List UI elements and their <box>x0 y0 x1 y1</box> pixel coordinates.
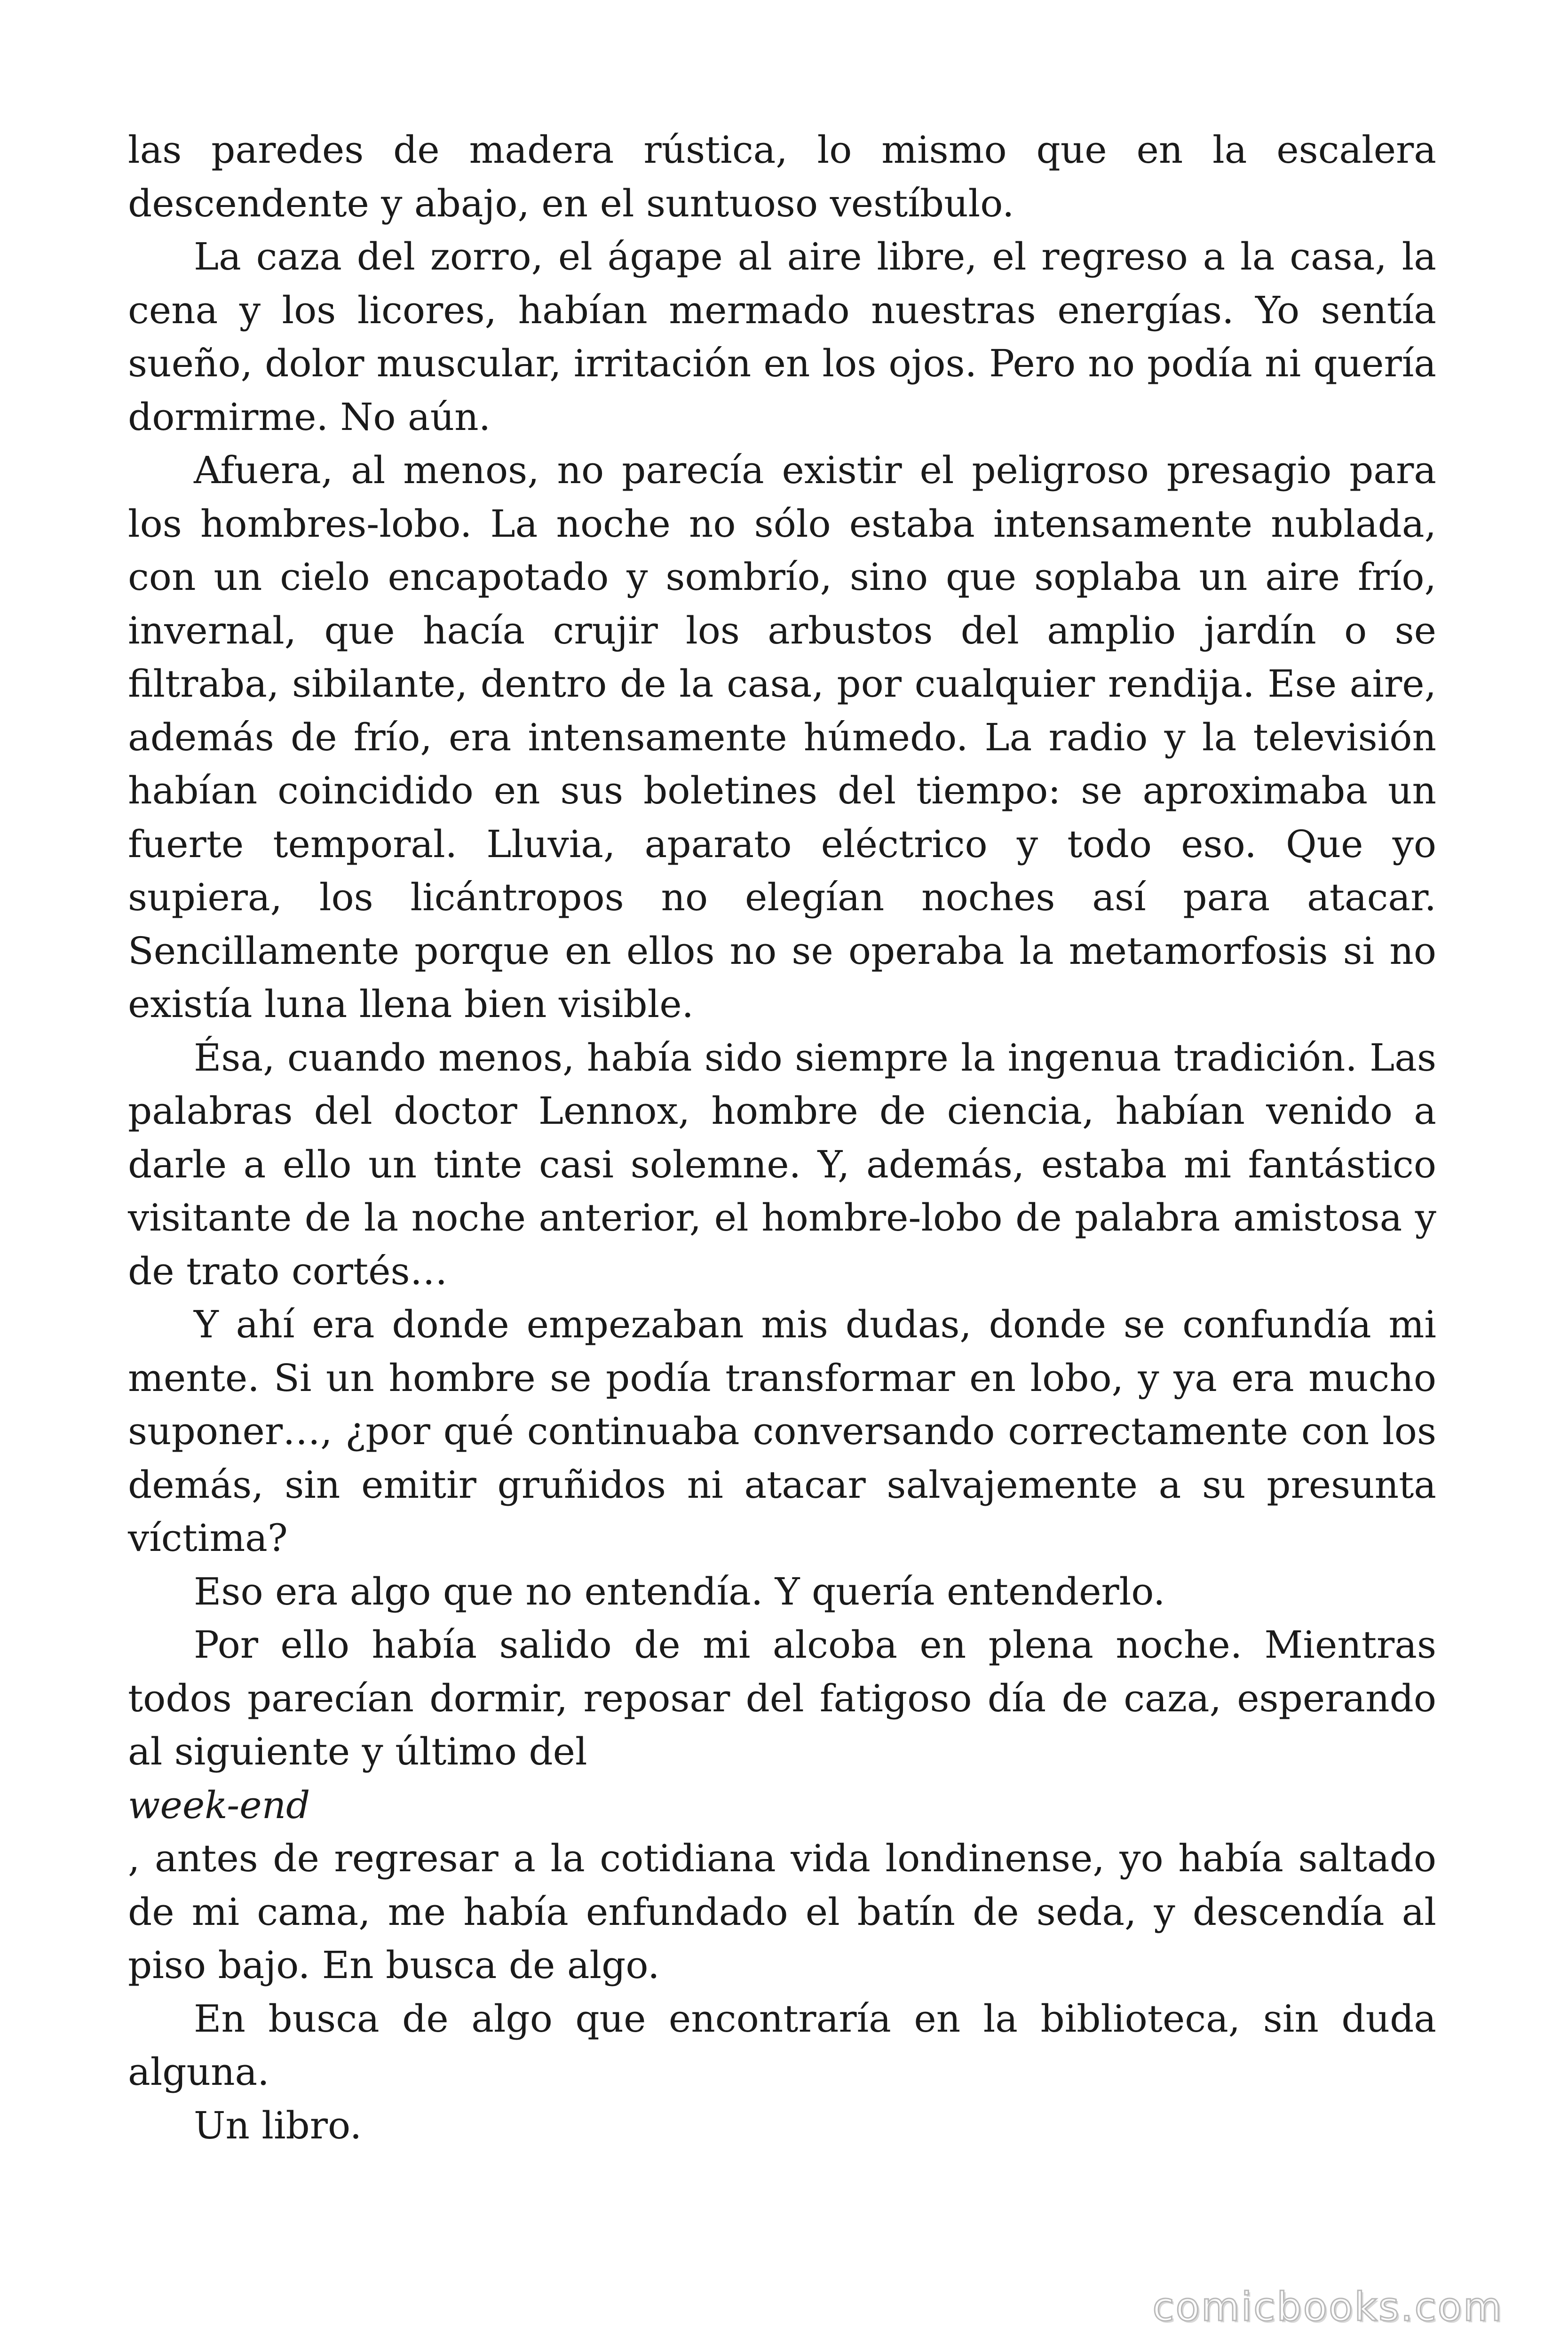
paragraph-9: En busca de algo que encontraría en la biblioteca, sin duda alguna. <box>128 1996 1436 2094</box>
paragraph-10: Un libro. <box>194 2103 362 2147</box>
paragraph-6: Eso era algo que no entendía. Y quería entenderlo. <box>194 1569 1165 1613</box>
paragraph-3: Afuera, al menos, no parecía existir el peligroso presagio para los hombres-lobo. La noche no sólo estaba intensamente nublada, con un cielo encapotado y sombrío, sino que soplaba un aire frío, invernal, que hacía crujir los arbustos del amplio jardín o se filtraba, sibilante, dentro de la casa, por cualquier rendija. Ese aire, además de frío, era intensamente húmedo. La radio y la televisión habían coincidido en sus boletines del tiempo: se aproximaba un fuerte temporal. Lluvia, aparato eléctrico y todo eso. Que yo supiera, los licántropos no elegían noches así para atacar. Sencillamente porque en ellos no se operaba la metamorfosis si no existía luna llena bien visible. <box>128 448 1436 1026</box>
paragraph-2: La caza del zorro, el ágape al aire libre, el regreso a la casa, la cena y los licores, habían mermado nuestras energías. Yo sentía sueño, dolor muscular, irritación en los ojos. Pero no podía ni quería dormirme. No aún. <box>128 235 1436 439</box>
document-page <box>128 123 1436 2152</box>
paragraph-5: Y ahí era donde empezaban mis dudas, donde se confundía mi mente. Si un hombre se podía transformar en lobo, y ya era mucho suponer…, ¿por qué continuaba conversando correctamente con los demás, sin emitir gruñidos ni atacar salvajemente a su presunta víctima? <box>128 1303 1436 1560</box>
paragraph-1: las paredes de madera rústica, lo mismo que en la escalera descendente y abajo, en el suntuoso vestíbulo. <box>128 128 1436 225</box>
paragraph-4: Ésa, cuando menos, había sido siempre la ingenua tradición. Las palabras del doctor Lennox, hombre de ciencia, habían venido a darle a ello un tinte casi solemne. Y, además, estaba mi fantástico visitante de la noche anterior, el hombre-lobo de palabra amistosa y de trato cortés… <box>128 1035 1436 1293</box>
paragraph-8: , antes de regresar a la cotidiana vida londinense, yo había saltado de mi cama, me había enfundado el batín de seda, y descendía al piso bajo. En busca de algo. <box>128 1836 1436 1987</box>
italic-phrase: week-end <box>128 1783 310 1827</box>
paragraph-7: Por ello había salido de mi alcoba en plena noche. Mientras todos parecían dormir, reposar del fatigoso día de caza, esperando al siguiente y último del <box>128 1623 1436 1773</box>
watermark-logo: comicbooks.com <box>1152 2284 1503 2330</box>
